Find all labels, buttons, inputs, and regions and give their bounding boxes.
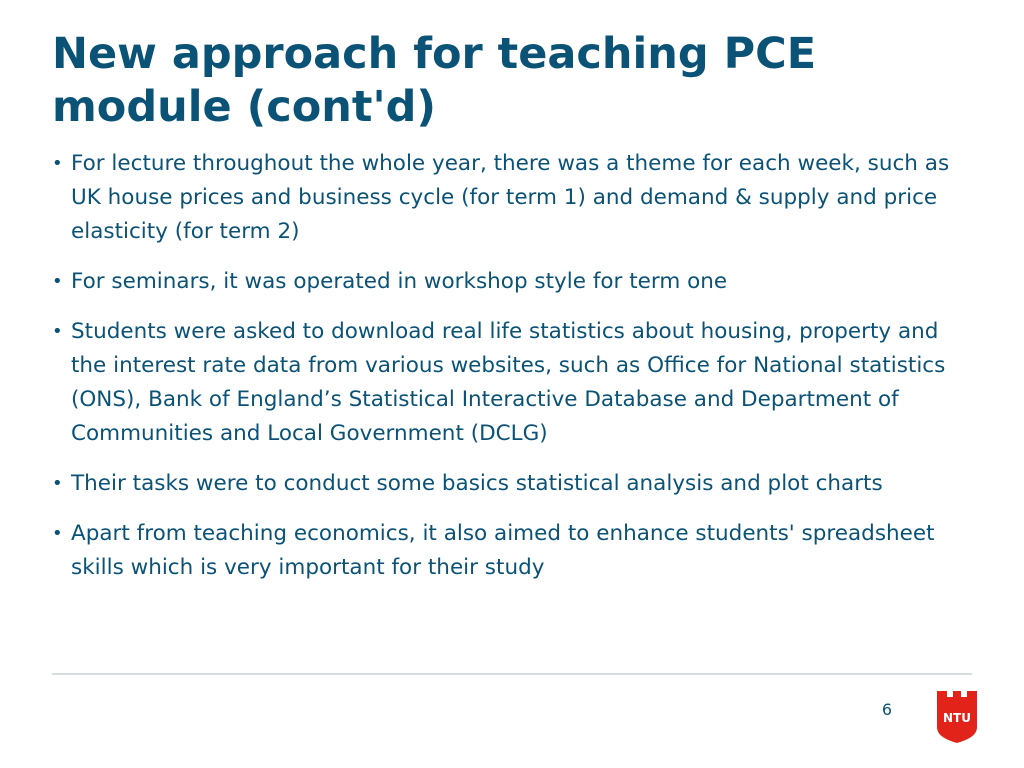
bullet-item bbox=[52, 467, 967, 501]
ntu-logo bbox=[937, 691, 977, 743]
bullet-dot-icon: • bbox=[52, 523, 63, 544]
ntu-logo-text: NTU bbox=[943, 711, 971, 725]
bullet-text: For seminars, it was operated in workshop style for term one bbox=[71, 269, 728, 294]
bullet-item bbox=[52, 315, 967, 451]
bullet-text: Apart from teaching economics, it also aimed to enhance students' spreadsheet skills which is very important for their study bbox=[71, 521, 935, 580]
bullet-item bbox=[52, 147, 967, 249]
slide-title: New approach for teaching PCE module (cont'd) bbox=[52, 29, 817, 132]
bullet-dot-icon: • bbox=[52, 153, 63, 174]
bullet-dot-icon: • bbox=[52, 473, 63, 494]
bullet-text: Their tasks were to conduct some basics statistical analysis and plot charts bbox=[71, 471, 883, 496]
bullet-text: For lecture throughout the whole year, there was a theme for each week, such as UK house prices and business cycle (for term 1) and demand & supply and price elasticity (for term 2) bbox=[71, 151, 950, 244]
bullet-text: Students were asked to download real life statistics about housing, property and the interest rate data from various websites, such as Office for National statistics (ONS), Bank of England’s Statistical Interactive Database and Department of Communities and Local Government (DCLG) bbox=[71, 319, 946, 446]
bullet-dot-icon: • bbox=[52, 321, 63, 342]
page-number: 6 bbox=[881, 700, 893, 719]
bullet-item bbox=[52, 265, 967, 299]
footer-divider bbox=[52, 673, 972, 675]
bullet-list bbox=[52, 147, 967, 601]
bullet-item bbox=[52, 517, 967, 585]
bullet-dot-icon: • bbox=[52, 271, 63, 292]
